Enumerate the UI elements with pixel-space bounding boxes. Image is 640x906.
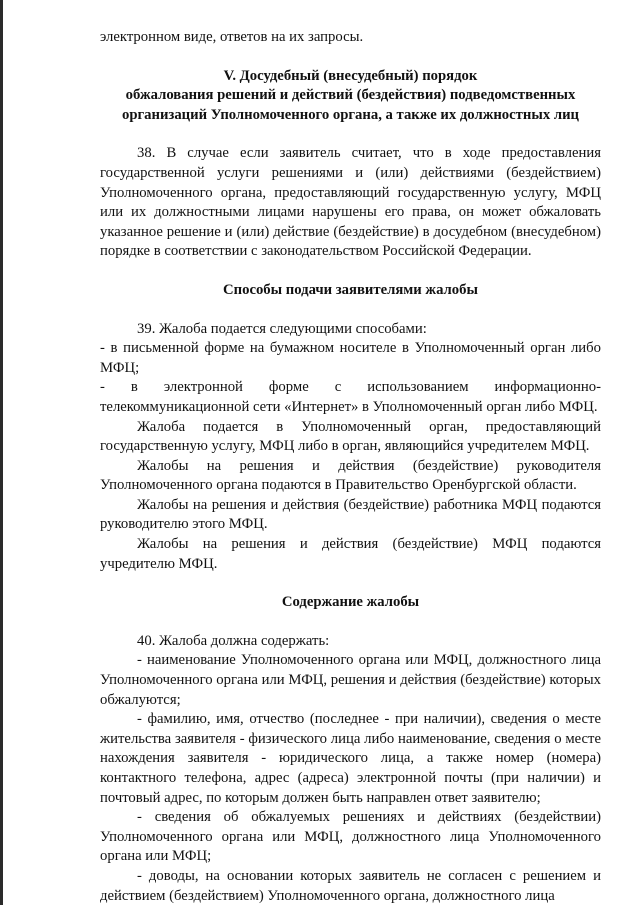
section-title-line: V. Досудебный (внесудебный) порядок [223,67,478,84]
paragraph: Жалоба подается в Уполномоченный орган, предоставляющий государственную услугу, МФЦ либо в орган, являющийся учредителем МФЦ. [100,418,601,455]
scan-left-edge [0,0,3,905]
paragraph-39-intro: 39. Жалоба подается следующими способами: [137,320,427,337]
heading-complaint-content: Содержание жалобы [281,594,420,611]
section-title-line: организаций Уполномоченного органа, а также их должностных лиц [121,106,579,123]
paragraph-40-intro: 40. Жалоба должна содержать: [137,632,330,649]
list-item: - в письменной форме на бумажном носителе в Уполномоченный орган либо МФЦ; [100,340,601,376]
section-title [100,67,601,126]
paragraph: Жалобы на решения и действия (бездействие) работника МФЦ подаются руководителю этого МФЦ. [100,496,601,533]
top-line: электронном виде, ответов на их запросы. [100,29,364,45]
list-item: - фамилию, имя, отчество (последнее - при наличии), сведения о месте жительства заявителя - физического лица либо наименование, сведения о месте нахождения заявителя - юридического лица, а также номер (номера) контактного телефона, адрес (адреса) электронной почты (при наличии) и почтовый адрес, по которым должен быть направлен ответ заявителю; [100,711,601,806]
document-page [100,28,601,906]
list-item: - наименование Уполномоченного органа или МФЦ, должностного лица Уполномоченного органа или МФЦ, решения и действия (бездействие) которых обжалуются; [100,652,601,708]
paragraph-38: 38. В случае если заявитель считает, что в ходе предоставления государственной услуги решениями и (или) действиями (бездействием) Уполномоченного органа, предоставляющий государственную услугу, МФЦ или их должностными лицами нарушены его права, он может обжаловать указанное решение и (или) действие (бездействие) в досудебном (внесудебном) порядке в соответствии с законодательством Российской Федерации. [100,145,601,260]
heading-submission-methods: Способы подачи заявителями жалобы [223,281,478,298]
paragraph: Жалобы на решения и действия (бездействие) МФЦ подаются учредителю МФЦ. [100,536,601,572]
list-item: - в электронной форме с использованием информационно-телекоммуникационной сети «Интернет» в Уполномоченный орган либо МФЦ. [100,379,601,415]
list-item: - сведения об обжалуемых решениях и действиях (бездействии) Уполномоченного органа или МФЦ, должностного лица Уполномоченного органа или МФЦ; [100,809,601,865]
section-title-line: обжалования решений и действий (бездействия) подведомственных [125,87,576,104]
list-item: - доводы, на основании которых заявитель не согласен с решением и действием (бездействием) Уполномоченного органа, должностного лица [100,867,601,904]
paragraph: Жалобы на решения и действия (бездействие) руководителя Уполномоченного органа подаются в Правительство Оренбургской области. [100,457,601,494]
